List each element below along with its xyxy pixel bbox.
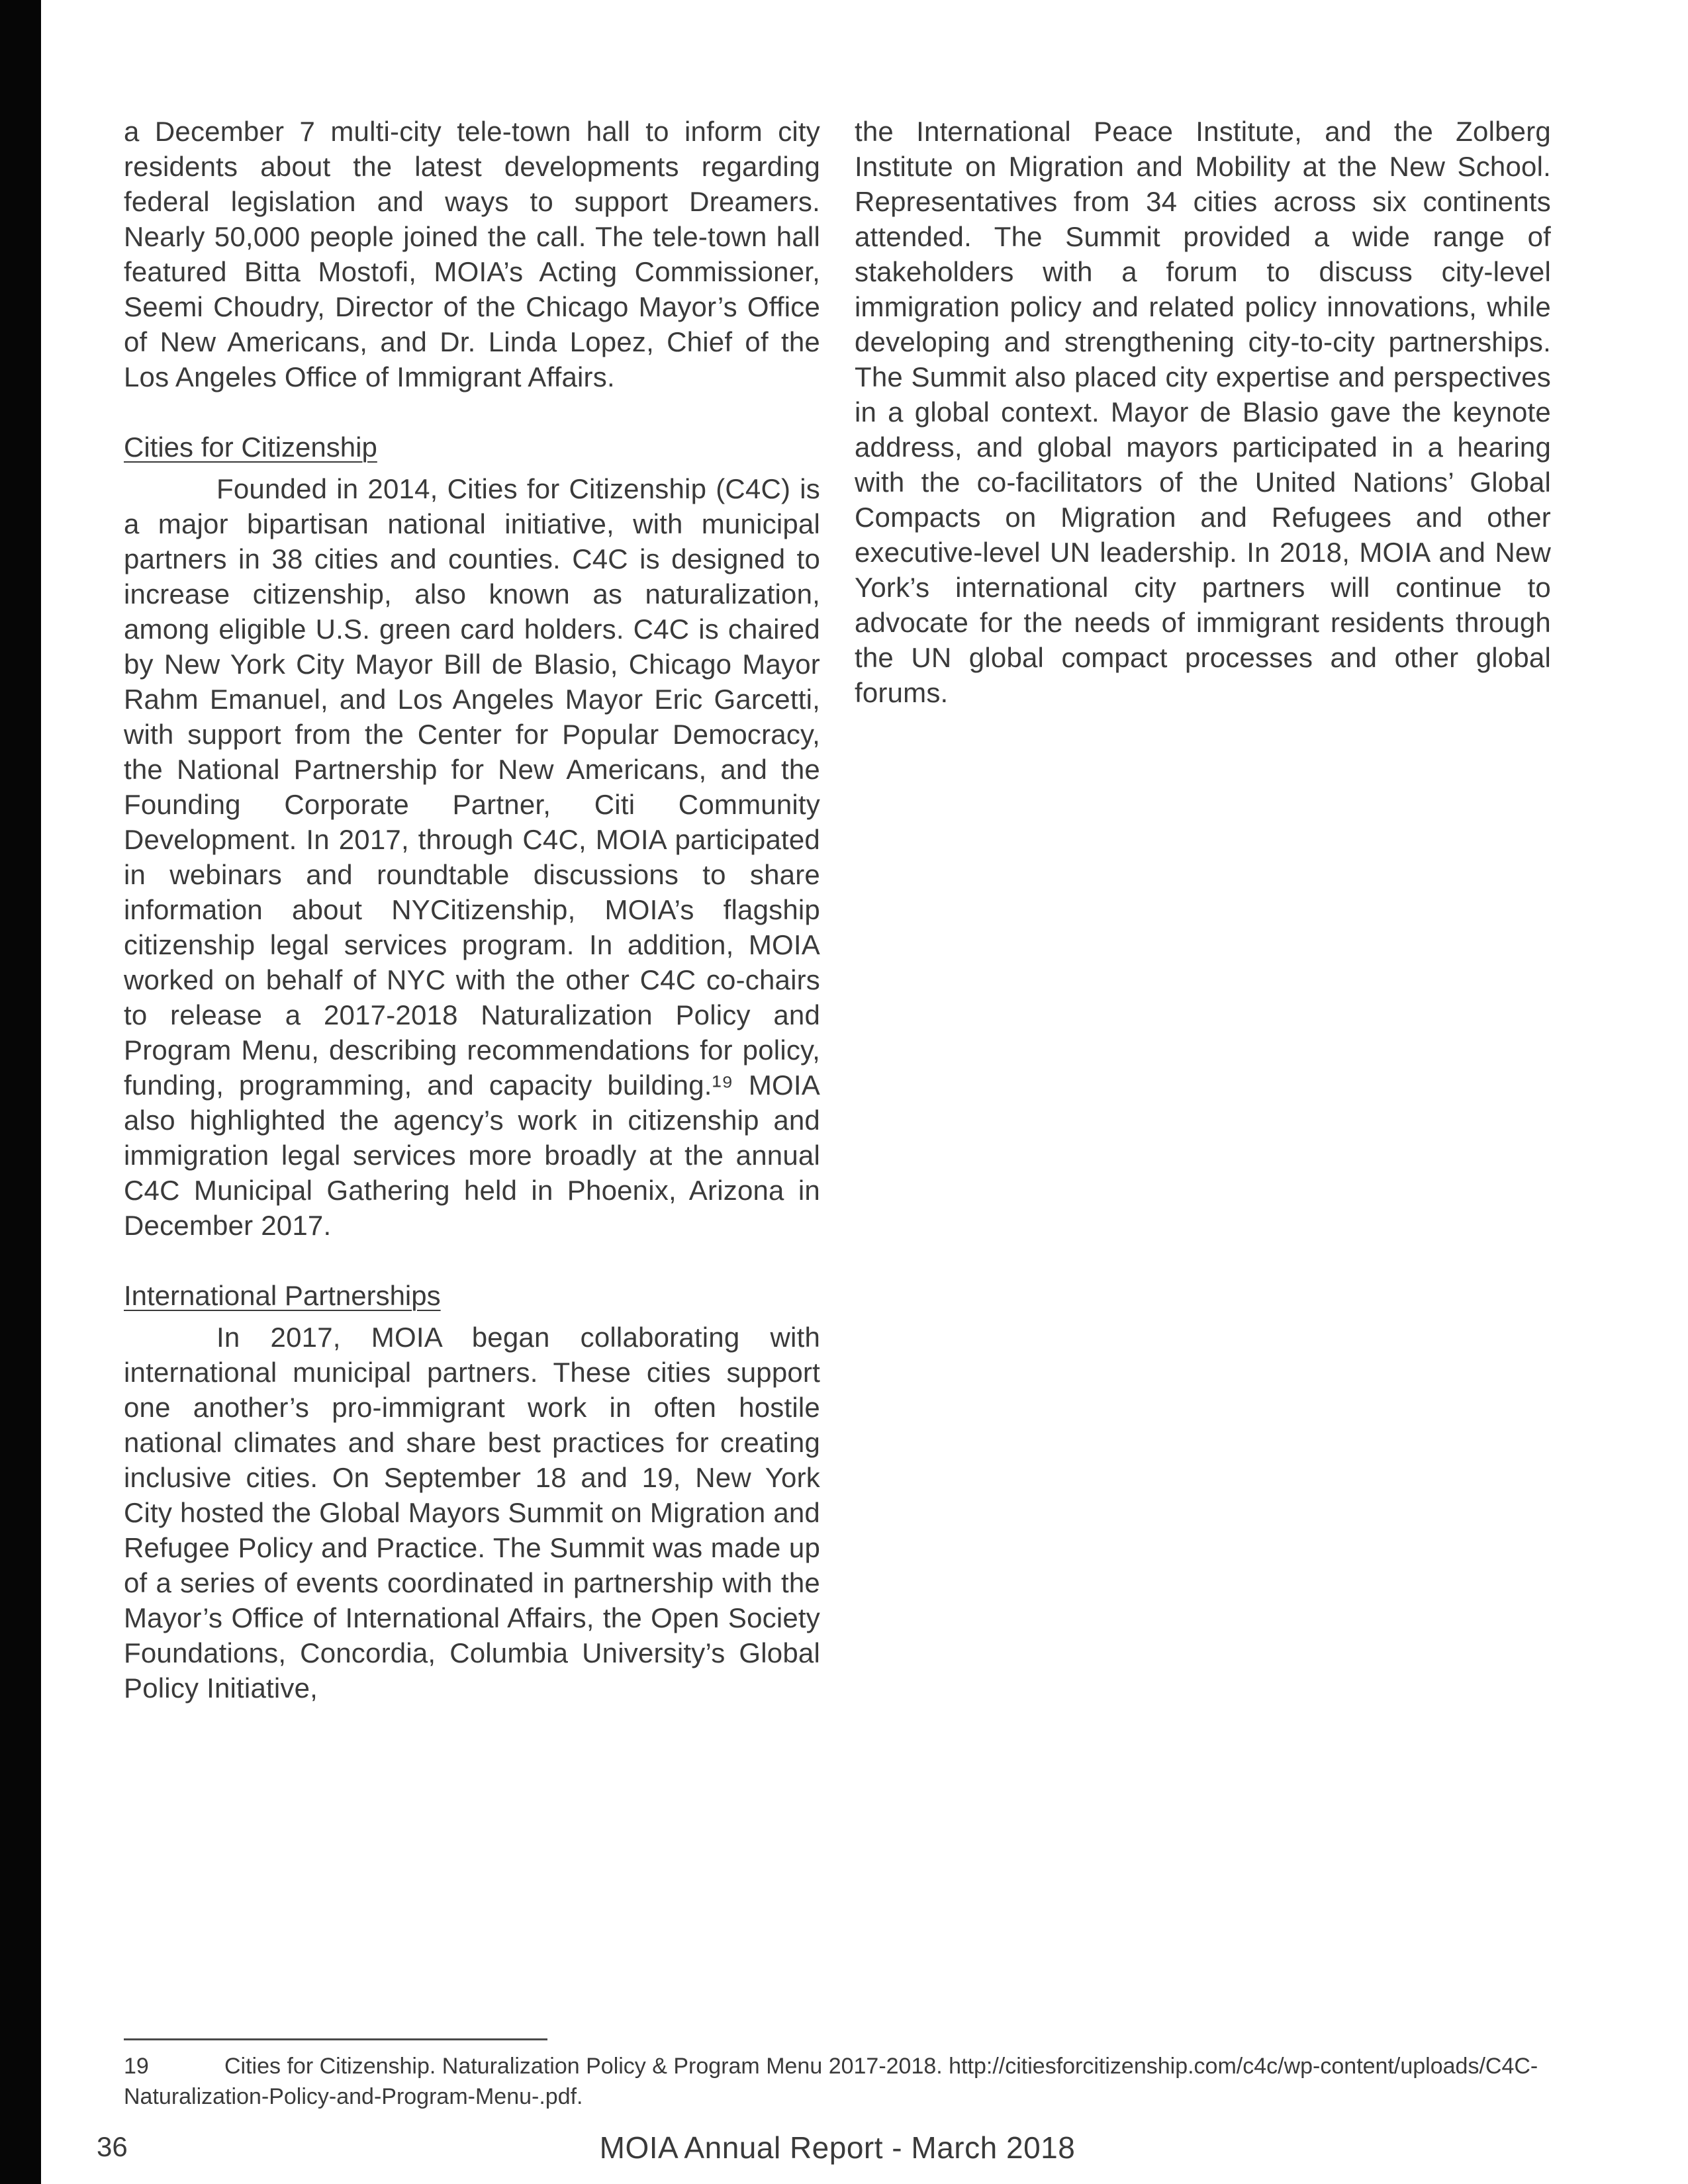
paragraph-teletown-hall: a December 7 multi-city tele-town hall to inform city residents about the latest developments regarding federal legislation and ways to support Dreamers. Nearly 50,000 people joined the call. The tele-town hall featured Bitta Mostofi, MOIA’s Acting Commissioner, Seemi Choudry, Director of the Chicago Mayor’s Office of New Americans, and Dr. Linda Lopez, Chief of the Los Angeles Office of Immigrant Affairs. (124, 116, 820, 392)
footnote-divider (124, 2038, 547, 2040)
footnote-number: 19 (124, 2054, 149, 2079)
paragraph-cities-for-citizenship: Founded in 2014, Cities for Citizenship (C4C) is a major bipartisan national initiative, with municipal partners in 38 cities and counties. C4C is designed to increase citizenship, also known as naturalization, among eligible U.S. green card holders. C4C is chaired by New York City Mayor Bill de Blasio, Chicago Mayor Rahm Emanuel, and Los Angeles Mayor Eric Garcetti, with support from the Center for Popular Democracy, the National Partnership for New Americans, and the Founding Corporate Partner, Citi Community Development. In 2017, through C4C, MOIA participated in webinars and roundtable discussions to share information about NYCitizenship, MOIA’s flagship citizenship legal services program. In addition, MOIA worked on behalf of NYC with the other C4C co-chairs to release a 2017-2018 Naturalization Policy and Program Menu, describing recommendations for policy, funding, programming, and capacity building.¹⁹ MOIA also highlighted the agency’s work in citizenship and immigration legal services more broadly at the annual C4C Municipal Gathering held in Phoenix, Arizona in December 2017. (124, 473, 820, 1241)
page-number: 36 (97, 2131, 128, 2162)
text-columns (124, 114, 1551, 1706)
page-edge-bar (0, 0, 41, 2184)
heading-international-partnerships: International Partnerships (124, 1280, 441, 1311)
right-column (855, 114, 1551, 1706)
heading-cities-for-citizenship: Cities for Citizenship (124, 432, 377, 463)
left-column (124, 114, 820, 1706)
paragraph-international-partnerships: In 2017, MOIA began collaborating with international municipal partners. These cities support one another’s pro-immigrant work in often hostile national climates and share best practices for creating inclusive cities. On September 18 and 19, New York City hosted the Global Mayors Summit on Migration and Refugee Policy and Practice. The Summit was made up of a series of events coordinated in partnership with the Mayor’s Office of International Affairs, the Open Society Foundations, Concordia, Columbia University’s Global Policy Initiative, (124, 1322, 820, 1704)
page-footer (124, 2130, 1551, 2165)
paragraph-global-summit: the International Peace Institute, and the Zolberg Institute on Migration and Mobility at the New School. Representatives from 34 cities across six continents attended. The Summit provided a wide range of stakeholders with a forum to discuss city-level immigration policy and related policy innovations, while developing and strengthening city-to-city partnerships. The Summit also placed city expertise and perspectives in a global context. Mayor de Blasio gave the keynote address, and global mayors participated in a hearing with the co-facilitators of the United Nations’ Global Compacts on Migration and Refugees and other executive-level UN leadership. In 2018, MOIA and New York’s international city partners will continue to advocate for the needs of immigrant residents through the UN global compact processes and other global forums. (855, 116, 1551, 708)
footnote-text: Cities for Citizenship. Naturalization Policy & Program Menu 2017-2018. http://citiesforcitizenship.com/c4c/wp-content/uploads/C4C-Naturalization-Policy-and-Program-Menu-.pdf. (124, 2054, 1538, 2109)
footer-title: MOIA Annual Report - March 2018 (599, 2130, 1076, 2165)
footnote-section (124, 2038, 1551, 2112)
footnote (124, 2051, 1551, 2112)
